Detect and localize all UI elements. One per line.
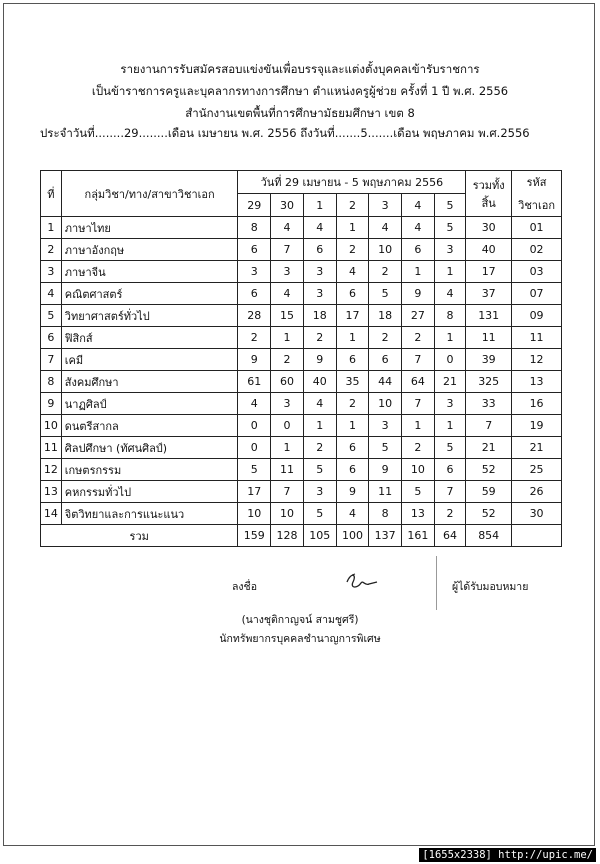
header-code: รหัส	[512, 171, 562, 194]
row-code: 02	[512, 239, 562, 261]
row-total: 33	[466, 393, 512, 415]
sum-day: 100	[336, 525, 369, 547]
row-subject: สังคมศึกษา	[61, 371, 238, 393]
report-title-line2: เป็นข้าราชการครูและบุคลากรทางการศึกษา ตำแหน่งครูผู้ช่วย ครั้งที่ 1 ปี พ.ศ. 2556	[91, 84, 509, 98]
row-day-count: 1	[402, 261, 435, 283]
row-day-count: 4	[402, 217, 435, 239]
table-row	[41, 393, 562, 415]
row-day-count: 17	[238, 481, 271, 503]
row-day-count: 1	[271, 437, 304, 459]
sum-label: รวม	[41, 525, 238, 547]
row-day-count: 2	[336, 239, 369, 261]
row-subject: ฟิสิกส์	[61, 327, 238, 349]
row-code: 16	[512, 393, 562, 415]
row-day-count: 5	[434, 217, 465, 239]
row-day-count: 2	[303, 437, 336, 459]
row-day-count: 3	[303, 261, 336, 283]
row-day-count: 35	[336, 371, 369, 393]
row-code: 07	[512, 283, 562, 305]
row-code: 13	[512, 371, 562, 393]
header-code-2: วิชาเอก	[512, 194, 562, 217]
row-day-count: 5	[402, 481, 435, 503]
row-day-count: 9	[402, 283, 435, 305]
row-day-count: 3	[303, 283, 336, 305]
row-subject: ภาษาไทย	[61, 217, 238, 239]
row-day-count: 11	[369, 481, 402, 503]
row-day-count: 1	[336, 415, 369, 437]
row-day-count: 10	[369, 239, 402, 261]
row-subject: ภาษาอังกฤษ	[61, 239, 238, 261]
row-day-count: 8	[369, 503, 402, 525]
row-day-count: 4	[434, 283, 465, 305]
row-day-count: 6	[336, 459, 369, 481]
table-row	[41, 239, 562, 261]
row-total: 39	[466, 349, 512, 371]
row-day-count: 0	[271, 415, 304, 437]
row-day-count: 1	[434, 261, 465, 283]
row-total: 11	[466, 327, 512, 349]
table-row	[41, 371, 562, 393]
row-total: 7	[466, 415, 512, 437]
row-subject: เคมี	[61, 349, 238, 371]
row-code: 09	[512, 305, 562, 327]
table-row	[41, 327, 562, 349]
row-day-count: 2	[369, 327, 402, 349]
header-day: 1	[303, 194, 336, 217]
sum-day: 159	[238, 525, 271, 547]
row-day-count: 2	[402, 437, 435, 459]
table-row	[41, 437, 562, 459]
applicant-table	[40, 170, 562, 547]
row-day-count: 1	[402, 415, 435, 437]
row-total: 21	[466, 437, 512, 459]
row-day-count: 61	[238, 371, 271, 393]
row-day-count: 27	[402, 305, 435, 327]
header-day: 30	[271, 194, 304, 217]
row-subject: คณิตศาสตร์	[61, 283, 238, 305]
row-total: 52	[466, 459, 512, 481]
row-total: 59	[466, 481, 512, 503]
handwritten-signature	[343, 570, 379, 592]
row-subject: ดนตรีสากล	[61, 415, 238, 437]
report-date-range: ประจำวันที่........29........เดือน เมษายน พ.ศ. 2556 ถึงวันที่.......5.......เดือน พฤษภาคม พ.ศ.2556	[40, 126, 530, 140]
row-day-count: 4	[271, 283, 304, 305]
header-total: รวมทั้งสิ้น	[466, 171, 512, 217]
sign-label: ลงชื่อ	[232, 581, 257, 593]
row-no: 1	[41, 217, 62, 239]
row-subject: เกษตรกรรม	[61, 459, 238, 481]
row-day-count: 9	[238, 349, 271, 371]
row-no: 13	[41, 481, 62, 503]
header-no: ที่	[41, 171, 62, 217]
header-day: 29	[238, 194, 271, 217]
row-total: 131	[466, 305, 512, 327]
row-day-count: 7	[434, 481, 465, 503]
row-day-count: 17	[336, 305, 369, 327]
header-day: 5	[434, 194, 465, 217]
row-code: 25	[512, 459, 562, 481]
row-day-count: 6	[369, 349, 402, 371]
row-no: 2	[41, 239, 62, 261]
signer-position: นักทรัพยากรบุคคลชำนาญการพิเศษ	[219, 633, 381, 645]
row-day-count: 5	[369, 283, 402, 305]
row-day-count: 6	[336, 283, 369, 305]
row-day-count: 4	[369, 217, 402, 239]
row-day-count: 7	[271, 239, 304, 261]
sum-day: 105	[303, 525, 336, 547]
row-total: 37	[466, 283, 512, 305]
row-day-count: 2	[271, 349, 304, 371]
row-day-count: 6	[303, 239, 336, 261]
row-day-count: 11	[271, 459, 304, 481]
row-subject: นาฏศิลป์	[61, 393, 238, 415]
row-day-count: 4	[336, 261, 369, 283]
row-day-count: 1	[336, 327, 369, 349]
sum-day: 161	[402, 525, 435, 547]
row-day-count: 3	[271, 393, 304, 415]
row-day-count: 0	[238, 437, 271, 459]
row-no: 11	[41, 437, 62, 459]
row-day-count: 1	[336, 217, 369, 239]
row-day-count: 60	[271, 371, 304, 393]
row-day-count: 64	[402, 371, 435, 393]
sum-code-empty	[512, 525, 562, 547]
signature-divider	[436, 556, 437, 610]
header-subject: กลุ่มวิชา/ทาง/สาขาวิชาเอก	[61, 171, 238, 217]
row-total: 52	[466, 503, 512, 525]
row-subject: คหกรรมทั่วไป	[61, 481, 238, 503]
row-no: 14	[41, 503, 62, 525]
report-title-line1: รายงานการรับสมัครสอบแข่งขันเพื่อบรรจุและแต่งตั้งบุคคลเข้ารับราชการ	[120, 62, 480, 76]
row-day-count: 4	[336, 503, 369, 525]
row-day-count: 8	[434, 305, 465, 327]
row-day-count: 8	[238, 217, 271, 239]
row-day-count: 40	[303, 371, 336, 393]
report-office: สำนักงานเขตพื้นที่การศึกษามัธยมศึกษา เขต 8	[185, 106, 415, 120]
row-day-count: 1	[434, 327, 465, 349]
row-day-count: 0	[434, 349, 465, 371]
row-code: 21	[512, 437, 562, 459]
row-code: 12	[512, 349, 562, 371]
row-day-count: 10	[271, 503, 304, 525]
row-no: 4	[41, 283, 62, 305]
row-day-count: 6	[336, 437, 369, 459]
row-day-count: 6	[336, 349, 369, 371]
row-day-count: 4	[303, 217, 336, 239]
table-row	[41, 349, 562, 371]
row-day-count: 5	[303, 459, 336, 481]
header-dates: วันที่ 29 เมษายน - 5 พฤษภาคม 2556	[238, 171, 466, 194]
table-row	[41, 459, 562, 481]
row-day-count: 9	[336, 481, 369, 503]
row-day-count: 3	[303, 481, 336, 503]
row-code: 19	[512, 415, 562, 437]
row-day-count: 9	[303, 349, 336, 371]
row-no: 8	[41, 371, 62, 393]
row-day-count: 2	[238, 327, 271, 349]
row-day-count: 10	[369, 393, 402, 415]
image-size-footer: [1655x2338] http://upic.me/	[419, 848, 596, 862]
row-code: 03	[512, 261, 562, 283]
row-total: 325	[466, 371, 512, 393]
row-day-count: 5	[434, 437, 465, 459]
row-day-count: 6	[434, 459, 465, 481]
sum-day: 64	[434, 525, 465, 547]
row-day-count: 9	[369, 459, 402, 481]
row-code: 26	[512, 481, 562, 503]
row-code: 30	[512, 503, 562, 525]
sum-day: 128	[271, 525, 304, 547]
row-day-count: 2	[336, 393, 369, 415]
row-code: 01	[512, 217, 562, 239]
row-no: 3	[41, 261, 62, 283]
row-no: 9	[41, 393, 62, 415]
row-day-count: 10	[402, 459, 435, 481]
table-row	[41, 481, 562, 503]
row-total: 40	[466, 239, 512, 261]
row-day-count: 4	[271, 217, 304, 239]
row-day-count: 5	[303, 503, 336, 525]
row-day-count: 2	[303, 327, 336, 349]
row-day-count: 1	[271, 327, 304, 349]
row-day-count: 18	[369, 305, 402, 327]
row-subject: ภาษาจีน	[61, 261, 238, 283]
row-total: 17	[466, 261, 512, 283]
header-day: 2	[336, 194, 369, 217]
row-no: 5	[41, 305, 62, 327]
table-row	[41, 415, 562, 437]
table-row	[41, 261, 562, 283]
row-day-count: 44	[369, 371, 402, 393]
row-day-count: 0	[238, 415, 271, 437]
table-row	[41, 503, 562, 525]
row-day-count: 4	[238, 393, 271, 415]
row-day-count: 6	[402, 239, 435, 261]
row-no: 6	[41, 327, 62, 349]
row-day-count: 1	[434, 415, 465, 437]
row-day-count: 3	[271, 261, 304, 283]
row-no: 10	[41, 415, 62, 437]
header-day: 3	[369, 194, 402, 217]
row-day-count: 2	[434, 503, 465, 525]
row-day-count: 3	[434, 239, 465, 261]
row-no: 12	[41, 459, 62, 481]
row-day-count: 4	[303, 393, 336, 415]
row-day-count: 15	[271, 305, 304, 327]
table-row	[41, 305, 562, 327]
row-day-count: 10	[238, 503, 271, 525]
header-day: 4	[402, 194, 435, 217]
row-day-count: 7	[402, 393, 435, 415]
row-day-count: 1	[303, 415, 336, 437]
sum-day: 137	[369, 525, 402, 547]
row-day-count: 3	[238, 261, 271, 283]
signer-name: (นางชุติกาญจน์ สามชูศรี)	[241, 614, 359, 626]
row-no: 7	[41, 349, 62, 371]
row-subject: จิตวิทยาและการแนะแนว	[61, 503, 238, 525]
table-row	[41, 217, 562, 239]
table-row	[41, 283, 562, 305]
sum-total: 854	[466, 525, 512, 547]
row-code: 11	[512, 327, 562, 349]
row-day-count: 3	[434, 393, 465, 415]
row-day-count: 2	[369, 261, 402, 283]
row-day-count: 6	[238, 283, 271, 305]
row-day-count: 6	[238, 239, 271, 261]
row-day-count: 21	[434, 371, 465, 393]
row-day-count: 2	[402, 327, 435, 349]
row-day-count: 28	[238, 305, 271, 327]
row-day-count: 7	[271, 481, 304, 503]
row-subject: วิทยาศาสตร์ทั่วไป	[61, 305, 238, 327]
row-subject: ศิลปศึกษา (ทัศนศิลป์)	[61, 437, 238, 459]
row-day-count: 3	[369, 415, 402, 437]
row-total: 30	[466, 217, 512, 239]
row-day-count: 5	[238, 459, 271, 481]
row-day-count: 7	[402, 349, 435, 371]
delegate-label: ผู้ได้รับมอบหมาย	[452, 581, 529, 593]
row-day-count: 5	[369, 437, 402, 459]
row-day-count: 18	[303, 305, 336, 327]
row-day-count: 13	[402, 503, 435, 525]
